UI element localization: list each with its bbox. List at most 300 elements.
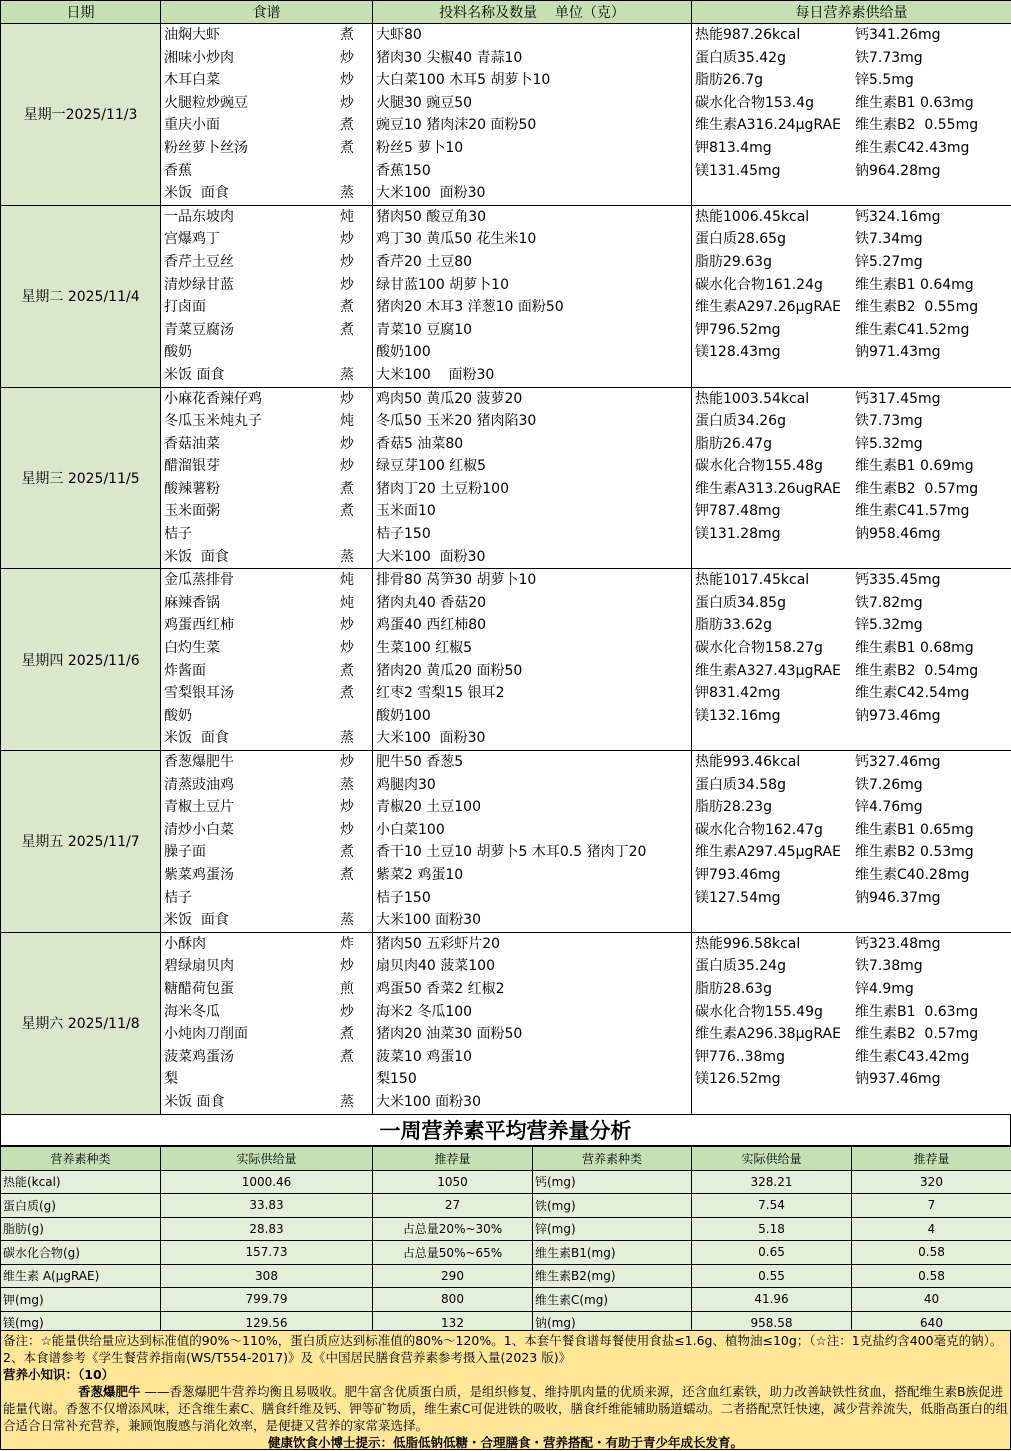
ingredient-item: 大白菜100 木耳5 胡萝卜10 xyxy=(373,69,691,92)
dish-item xyxy=(161,69,372,92)
nutrition-line xyxy=(692,592,1011,615)
tip-text: ——香葱爆肥牛营养均衡且易吸收。肥牛富含优质蛋白质，是组织修复、维持肌肉量的优质来源，还含血红素铁，助力改善缺铁性贫血，搭配维生素B族促进能量代谢。香葱不仅增添风味，还含维生素C、膳食纤维及钙、钾等矿物质，维生素C可促进铁的吸收，膳食纤维能辅助肠道蠕动。二者搭配烹饪快速，减少营养流失，低脂高蛋白的组合适合日常补充营养，兼顾饱腹感与消化效率，是便捷又营养的家常菜选择。 xyxy=(3,1384,1008,1433)
cooking-method: 炖 xyxy=(340,592,354,615)
dish-name: 炸酱面 xyxy=(164,660,206,683)
day-date: 星期四 2025/11/6 xyxy=(1,569,161,751)
tip-paragraph xyxy=(3,1383,1008,1434)
dish-name: 梨 xyxy=(164,1068,178,1091)
nutrient-value: 脂肪26.7g xyxy=(695,69,855,92)
nutrient-amount: 0.55 xyxy=(692,1264,852,1288)
day-row xyxy=(1,24,1011,206)
nutrient-amount: 33.83 xyxy=(161,1194,373,1218)
nutrient-value: 维生素A316.24μgRAE xyxy=(695,114,855,137)
dish-name: 香葱爆肥牛 xyxy=(164,751,234,774)
cooking-method: 炒 xyxy=(340,47,354,70)
dish-name: 酸辣薯粉 xyxy=(164,478,220,501)
dish-name: 雪梨银耳汤 xyxy=(164,682,234,705)
nutrition-line xyxy=(692,455,1011,478)
cooking-method: 煮 xyxy=(340,137,354,160)
nutrient-amount: 40 xyxy=(852,1288,1011,1312)
nutrient-name: 热能(kcal) xyxy=(1,1170,161,1194)
dish-name: 金瓜蒸排骨 xyxy=(164,569,234,592)
dish-name: 米饭 面食 xyxy=(164,909,229,932)
cooking-method: 炒 xyxy=(340,455,354,478)
nutrient-value: 维生素C40.28mg xyxy=(855,864,969,887)
nutrient-value: 钠973.46mg xyxy=(855,705,941,728)
nutrient-value: 钠958.46mg xyxy=(855,523,941,546)
nutrition-line xyxy=(692,660,1011,683)
dish-item xyxy=(161,114,372,137)
nutrient-amount: 41.96 xyxy=(692,1288,852,1312)
nutrient-name: 维生素C(mg) xyxy=(533,1288,692,1312)
dish-name: 糖醋荷包蛋 xyxy=(164,978,234,1001)
nutrition-line xyxy=(692,1046,1011,1069)
nutrition-line xyxy=(692,1068,1011,1091)
header-date: 日期 xyxy=(1,1,161,24)
nutrient-amount: 157.73 xyxy=(161,1241,373,1265)
ingredient-item: 绿豆芽100 红椒5 xyxy=(373,455,691,478)
cooking-method: 蒸 xyxy=(340,1091,354,1114)
cooking-method: 煮 xyxy=(340,296,354,319)
nutrition-line xyxy=(692,1001,1011,1024)
analysis-row xyxy=(1,1241,1011,1265)
ingredient-item: 紫菜2 鸡蛋10 xyxy=(373,864,691,887)
tip-dish: 香葱爆肥牛 xyxy=(78,1384,141,1399)
dish-name: 米饭 面食 xyxy=(164,727,229,750)
nutrient-amount: 320 xyxy=(852,1170,1011,1194)
dish-item xyxy=(161,24,372,47)
nutrient-value: 镁126.52mg xyxy=(695,1068,855,1091)
dish-name: 油焖大虾 xyxy=(164,24,220,47)
day-dishes xyxy=(161,387,373,569)
day-date: 星期五 2025/11/7 xyxy=(1,751,161,933)
dish-item xyxy=(161,274,372,297)
day-dishes xyxy=(161,24,373,206)
nutrient-name: 锌(mg) xyxy=(533,1217,692,1241)
ingredient-item: 青椒20 土豆100 xyxy=(373,796,691,819)
nutrient-value xyxy=(695,727,855,750)
nutrient-value: 维生素C43.42mg xyxy=(855,1046,969,1069)
day-dishes xyxy=(161,751,373,933)
nutrient-value: 钙324.16mg xyxy=(855,206,941,229)
ingredient-item: 大米100 面粉30 xyxy=(373,546,691,569)
nutrient-value: 维生素C42.43mg xyxy=(855,137,969,160)
nutrient-value: 钾813.4mg xyxy=(695,137,855,160)
cooking-method: 蒸 xyxy=(340,774,354,797)
remark-text: 备注：☆能量供给量应达到标准值的90%～110%，蛋白质应达到标准值的80%～120%。1、本套午餐食谱每餐使用食盐≤1.6g、植物油≤10g；（☆注：1克盐约含400毫克的钠）。 2、本食谱参考《学生餐营养指南(WS/T554-2017)》及《中国居民膳食营养素参考摄入量(2023 版)》 xyxy=(3,1332,1008,1366)
dish-name: 白灼生菜 xyxy=(164,637,220,660)
nutrient-name: 钠(mg) xyxy=(533,1311,692,1335)
nutrient-value: 维生素A296.38μgRAE xyxy=(695,1023,855,1046)
nutrient-value: 钙317.45mg xyxy=(855,388,941,411)
nutrient-amount: 640 xyxy=(852,1311,1011,1335)
footer-tip: 健康饮食小博士提示：低脂低钠低糖・合理膳食・营养搭配・有助于青少年成长发育。 xyxy=(3,1434,1008,1451)
nutrition-line xyxy=(692,933,1011,956)
dish-item xyxy=(161,614,372,637)
dish-name: 玉米面粥 xyxy=(164,500,220,523)
nutrient-amount: 占总量20%~30% xyxy=(373,1217,533,1241)
nutrition-line xyxy=(692,819,1011,842)
cooking-method: 炒 xyxy=(340,819,354,842)
ingredient-item: 鸡肉50 黄瓜20 菠萝20 xyxy=(373,388,691,411)
nutrient-value: 铁7.34mg xyxy=(855,228,923,251)
header-menu: 食谱 xyxy=(161,1,373,24)
dish-item xyxy=(161,1046,372,1069)
ingredient-item: 鸡蛋40 西红柿80 xyxy=(373,614,691,637)
day-row xyxy=(1,205,1011,387)
nutrient-value: 钙323.48mg xyxy=(855,933,941,956)
ingredient-item: 红枣2 雪梨15 银耳2 xyxy=(373,682,691,705)
dish-name: 清炒绿甘蓝 xyxy=(164,274,234,297)
analysis-row xyxy=(1,1217,1011,1241)
ingredient-item: 鸡丁30 黄瓜50 花生米10 xyxy=(373,228,691,251)
ingredient-item: 猪肉20 油菜30 面粉50 xyxy=(373,1023,691,1046)
ingredient-item: 鸡蛋50 香菜2 红椒2 xyxy=(373,978,691,1001)
nutrition-line xyxy=(692,137,1011,160)
nutrient-value: 碳水化合物155.49g xyxy=(695,1001,855,1024)
cooking-method: 煮 xyxy=(340,682,354,705)
nutrient-value: 维生素B1 0.65mg xyxy=(855,819,974,842)
dish-item xyxy=(161,251,372,274)
analysis-row xyxy=(1,1194,1011,1218)
dish-name: 一品东坡肉 xyxy=(164,206,234,229)
nutrient-value: 维生素C42.54mg xyxy=(855,682,969,705)
dish-name: 米饭 面食 xyxy=(164,182,229,205)
ingredient-item: 大米100 面粉30 xyxy=(373,1091,691,1114)
dish-item xyxy=(161,955,372,978)
nutrient-value: 钙341.26mg xyxy=(855,24,941,47)
analysis-header-cell: 实际供给量 xyxy=(692,1147,852,1171)
nutrient-amount: 0.65 xyxy=(692,1241,852,1265)
nutrition-line xyxy=(692,24,1011,47)
cooking-method: 炒 xyxy=(340,751,354,774)
cooking-method: 蒸 xyxy=(340,182,354,205)
nutrient-value: 钠946.37mg xyxy=(855,887,941,910)
nutrient-value: 维生素B1 0.68mg xyxy=(855,637,974,660)
nutrient-value: 维生素B2 0.57mg xyxy=(855,1023,978,1046)
ingredient-item: 大虾80 xyxy=(373,24,691,47)
nutrient-name: 碳水化合物(g) xyxy=(1,1241,161,1265)
cooking-method: 炒 xyxy=(340,796,354,819)
nutrition-line xyxy=(692,909,1011,932)
day-date: 星期二 2025/11/4 xyxy=(1,205,161,387)
nutrient-value xyxy=(695,182,855,205)
dish-name: 海米冬瓜 xyxy=(164,1001,220,1024)
ingredient-item: 香菇5 油菜80 xyxy=(373,433,691,456)
cooking-method: 炒 xyxy=(340,1001,354,1024)
nutrient-value: 维生素B2 0.55mg xyxy=(855,296,978,319)
cooking-method: 炒 xyxy=(340,955,354,978)
nutrient-amount: 7.54 xyxy=(692,1194,852,1218)
nutrition-line xyxy=(692,69,1011,92)
ingredient-item: 香蕉150 xyxy=(373,160,691,183)
dish-name: 香芹土豆丝 xyxy=(164,251,234,274)
nutrient-value: 维生素A313.26ugRAE xyxy=(695,478,855,501)
nutrient-amount: 28.83 xyxy=(161,1217,373,1241)
nutrient-value: 钾787.48mg xyxy=(695,500,855,523)
nutrient-name: 维生素 A(μgRAE) xyxy=(1,1264,161,1288)
nutrition-line xyxy=(692,978,1011,1001)
dish-item xyxy=(161,341,372,364)
nutrient-value: 维生素B1 0.69mg xyxy=(855,455,974,478)
dish-name: 小炖肉刀削面 xyxy=(164,1023,248,1046)
dish-name: 小麻花香辣仔鸡 xyxy=(164,388,262,411)
nutrition-line xyxy=(692,388,1011,411)
dish-name: 湘味小炒肉 xyxy=(164,47,234,70)
nutrient-amount: 1050 xyxy=(373,1170,533,1194)
ingredient-item: 肥牛50 香葱5 xyxy=(373,751,691,774)
nutrient-value: 维生素B1 0.63mg xyxy=(855,1001,978,1024)
nutrient-value: 维生素A327.43μgRAE xyxy=(695,660,855,683)
dish-item xyxy=(161,1023,372,1046)
ingredient-item: 玉米面10 xyxy=(373,500,691,523)
cooking-method: 煮 xyxy=(340,500,354,523)
ingredient-item: 火腿30 豌豆50 xyxy=(373,92,691,115)
day-ingredients xyxy=(373,387,692,569)
nutrient-value: 蛋白质28.65g xyxy=(695,228,855,251)
notes-section xyxy=(0,1330,1011,1450)
nutrition-line xyxy=(692,341,1011,364)
nutrient-value: 镁131.28mg xyxy=(695,523,855,546)
dish-item xyxy=(161,774,372,797)
dish-name: 重庆小面 xyxy=(164,114,220,137)
dish-name: 打卤面 xyxy=(164,296,206,319)
dish-item xyxy=(161,206,372,229)
ingredient-item: 扇贝肉40 菠菜100 xyxy=(373,955,691,978)
dish-name: 木耳白菜 xyxy=(164,69,220,92)
nutrient-value: 脂肪29.63g xyxy=(695,251,855,274)
nutrient-value: 蛋白质35.24g xyxy=(695,955,855,978)
ingredient-item: 猪肉50 酸豆角30 xyxy=(373,206,691,229)
nutrient-value: 维生素B2 0.55mg xyxy=(855,114,978,137)
analysis-header-cell: 营养素种类 xyxy=(533,1147,692,1171)
nutrient-value: 脂肪26.47g xyxy=(695,433,855,456)
nutrition-line xyxy=(692,751,1011,774)
header-ingredients: 投料名称及数量 单位（克） xyxy=(373,1,692,24)
nutrient-value xyxy=(695,546,855,569)
nutrient-value: 铁7.73mg xyxy=(855,47,923,70)
cooking-method: 煮 xyxy=(340,24,354,47)
dish-item xyxy=(161,796,372,819)
nutrient-value: 铁7.73mg xyxy=(855,410,923,433)
nutrient-value: 碳水化合物158.27g xyxy=(695,637,855,660)
nutrient-value: 维生素B2 0.54mg xyxy=(855,660,978,683)
dish-item xyxy=(161,592,372,615)
dish-name: 麻辣香锅 xyxy=(164,592,220,615)
dish-item xyxy=(161,909,372,932)
nutrient-name: 铁(mg) xyxy=(533,1194,692,1218)
nutrition-line xyxy=(692,1091,1011,1114)
dish-item xyxy=(161,660,372,683)
dish-name: 小酥肉 xyxy=(164,933,206,956)
nutrient-value: 蛋白质34.58g xyxy=(695,774,855,797)
nutrient-value: 热能996.58kcal xyxy=(695,933,855,956)
tip-label: 营养小知识：（10） xyxy=(3,1366,1008,1383)
day-row xyxy=(1,569,1011,751)
ingredient-item: 排骨80 莴笋30 胡萝卜10 xyxy=(373,569,691,592)
dish-name: 青椒土豆片 xyxy=(164,796,234,819)
nutrient-value: 脂肪28.23g xyxy=(695,796,855,819)
cooking-method: 煮 xyxy=(340,478,354,501)
dish-item xyxy=(161,546,372,569)
nutrient-value: 铁7.82mg xyxy=(855,592,923,615)
ingredient-item: 大米100 面粉30 xyxy=(373,909,691,932)
dish-name: 米饭 面食 xyxy=(164,1091,224,1114)
nutrition-line xyxy=(692,47,1011,70)
ingredient-item: 桔子150 xyxy=(373,887,691,910)
nutrient-value: 钠964.28mg xyxy=(855,160,941,183)
dish-item xyxy=(161,455,372,478)
nutrient-value: 热能1003.54kcal xyxy=(695,388,855,411)
cooking-method: 炒 xyxy=(340,69,354,92)
cooking-method: 蒸 xyxy=(340,909,354,932)
nutrient-name: 蛋白质(g) xyxy=(1,1194,161,1218)
dish-name: 酸奶 xyxy=(164,705,192,728)
dish-item xyxy=(161,705,372,728)
nutrient-value xyxy=(695,909,855,932)
nutrition-line xyxy=(692,296,1011,319)
nutrient-value: 锌5.5mg xyxy=(855,69,914,92)
day-row xyxy=(1,387,1011,569)
dish-item xyxy=(161,887,372,910)
ingredient-item: 小白菜100 xyxy=(373,819,691,842)
nutrient-amount: 290 xyxy=(373,1264,533,1288)
nutrition-line xyxy=(692,410,1011,433)
ingredient-item: 猪肉30 尖椒40 青蒜10 xyxy=(373,47,691,70)
nutrient-value: 锌5.32mg xyxy=(855,614,923,637)
dish-item xyxy=(161,751,372,774)
day-ingredients xyxy=(373,24,692,206)
dish-item xyxy=(161,682,372,705)
dish-name: 香菇油菜 xyxy=(164,433,220,456)
nutrition-line xyxy=(692,796,1011,819)
nutrient-amount: 4 xyxy=(852,1217,1011,1241)
day-ingredients xyxy=(373,569,692,751)
cooking-method: 煮 xyxy=(340,114,354,137)
nutrition-line xyxy=(692,1023,1011,1046)
cooking-method: 炖 xyxy=(340,410,354,433)
dish-name: 碧绿扇贝肉 xyxy=(164,955,234,978)
nutrition-line xyxy=(692,682,1011,705)
nutrient-name: 钾(mg) xyxy=(1,1288,161,1312)
nutrient-value: 钾776..38mg xyxy=(695,1046,855,1069)
dish-item xyxy=(161,569,372,592)
nutrient-amount: 958.58 xyxy=(692,1311,852,1335)
nutrient-value: 铁7.26mg xyxy=(855,774,923,797)
nutrition-line xyxy=(692,955,1011,978)
nutrition-line xyxy=(692,841,1011,864)
nutrient-amount: 占总量50%~65% xyxy=(373,1241,533,1265)
nutrient-value: 维生素B1 0.64mg xyxy=(855,274,974,297)
nutrition-line xyxy=(692,228,1011,251)
dish-name: 鸡蛋西红柿 xyxy=(164,614,234,637)
analysis-row xyxy=(1,1170,1011,1194)
day-nutrition xyxy=(692,205,1011,387)
dish-item xyxy=(161,364,372,387)
dish-item xyxy=(161,478,372,501)
dish-name: 桔子 xyxy=(164,523,192,546)
day-nutrition xyxy=(692,569,1011,751)
nutrient-name: 维生素B2(mg) xyxy=(533,1264,692,1288)
nutrient-value: 钙327.46mg xyxy=(855,751,941,774)
nutrient-value: 钾831.42mg xyxy=(695,682,855,705)
nutrient-value: 蛋白质34.85g xyxy=(695,592,855,615)
nutrition-line xyxy=(692,500,1011,523)
cooking-method: 煮 xyxy=(340,841,354,864)
nutrient-amount: 27 xyxy=(373,1194,533,1218)
nutrient-value: 热能1017.45kcal xyxy=(695,569,855,592)
dish-item xyxy=(161,1068,372,1091)
ingredient-item: 酸奶100 xyxy=(373,341,691,364)
dish-item xyxy=(161,819,372,842)
dish-item xyxy=(161,92,372,115)
nutrition-line xyxy=(692,637,1011,660)
day-date: 星期一2025/11/3 xyxy=(1,24,161,206)
nutrition-line xyxy=(692,92,1011,115)
dish-name: 菠菜鸡蛋汤 xyxy=(164,1046,234,1069)
ingredient-item: 猪肉20 黄瓜20 面粉50 xyxy=(373,660,691,683)
nutrient-value: 脂肪28.63g xyxy=(695,978,855,1001)
nutrient-value: 热能987.26kcal xyxy=(695,24,855,47)
nutrient-value: 热能1006.45kcal xyxy=(695,206,855,229)
ingredient-item: 大米100 面粉30 xyxy=(373,364,691,387)
nutrition-line xyxy=(692,569,1011,592)
ingredient-item: 豌豆10 猪肉沫20 面粉50 xyxy=(373,114,691,137)
dish-name: 清炒小白菜 xyxy=(164,819,234,842)
day-dishes xyxy=(161,569,373,751)
analysis-table xyxy=(0,1146,1011,1335)
nutrition-line xyxy=(692,114,1011,137)
nutrition-line xyxy=(692,705,1011,728)
analysis-header-cell: 推荐量 xyxy=(852,1147,1011,1171)
nutrient-value: 钙335.45mg xyxy=(855,569,941,592)
day-nutrition xyxy=(692,24,1011,206)
dish-item xyxy=(161,523,372,546)
nutrient-value: 锌5.27mg xyxy=(855,251,923,274)
dish-item xyxy=(161,933,372,956)
nutrient-amount: 7 xyxy=(852,1194,1011,1218)
dish-name: 青菜豆腐汤 xyxy=(164,319,234,342)
dish-name: 米饭 面食 xyxy=(164,546,229,569)
dish-name: 紫菜鸡蛋汤 xyxy=(164,864,234,887)
dish-item xyxy=(161,841,372,864)
nutrient-value: 维生素C41.52mg xyxy=(855,319,969,342)
dish-name: 酸奶 xyxy=(164,341,192,364)
cooking-method: 炒 xyxy=(340,251,354,274)
cooking-method: 炒 xyxy=(340,274,354,297)
nutrient-value: 钠937.46mg xyxy=(855,1068,941,1091)
dish-name: 清蒸豉油鸡 xyxy=(164,774,234,797)
cooking-method: 炸 xyxy=(340,933,354,956)
cooking-method: 炖 xyxy=(340,206,354,229)
day-nutrition xyxy=(692,387,1011,569)
dish-name: 醋溜银芽 xyxy=(164,455,220,478)
dish-item xyxy=(161,47,372,70)
analysis-header-cell: 推荐量 xyxy=(373,1147,533,1171)
nutrient-value: 钾793.46mg xyxy=(695,864,855,887)
nutrition-line xyxy=(692,774,1011,797)
nutrient-value: 锌4.76mg xyxy=(855,796,923,819)
nutrient-amount: 1000.46 xyxy=(161,1170,373,1194)
nutrient-value: 碳水化合物155.48g xyxy=(695,455,855,478)
cooking-method: 炒 xyxy=(340,637,354,660)
nutrient-amount: 800 xyxy=(373,1288,533,1312)
nutrition-line xyxy=(692,433,1011,456)
dish-item xyxy=(161,182,372,205)
nutrient-value: 碳水化合物153.4g xyxy=(695,92,855,115)
nutrient-value: 镁132.16mg xyxy=(695,705,855,728)
cooking-method: 煮 xyxy=(340,864,354,887)
